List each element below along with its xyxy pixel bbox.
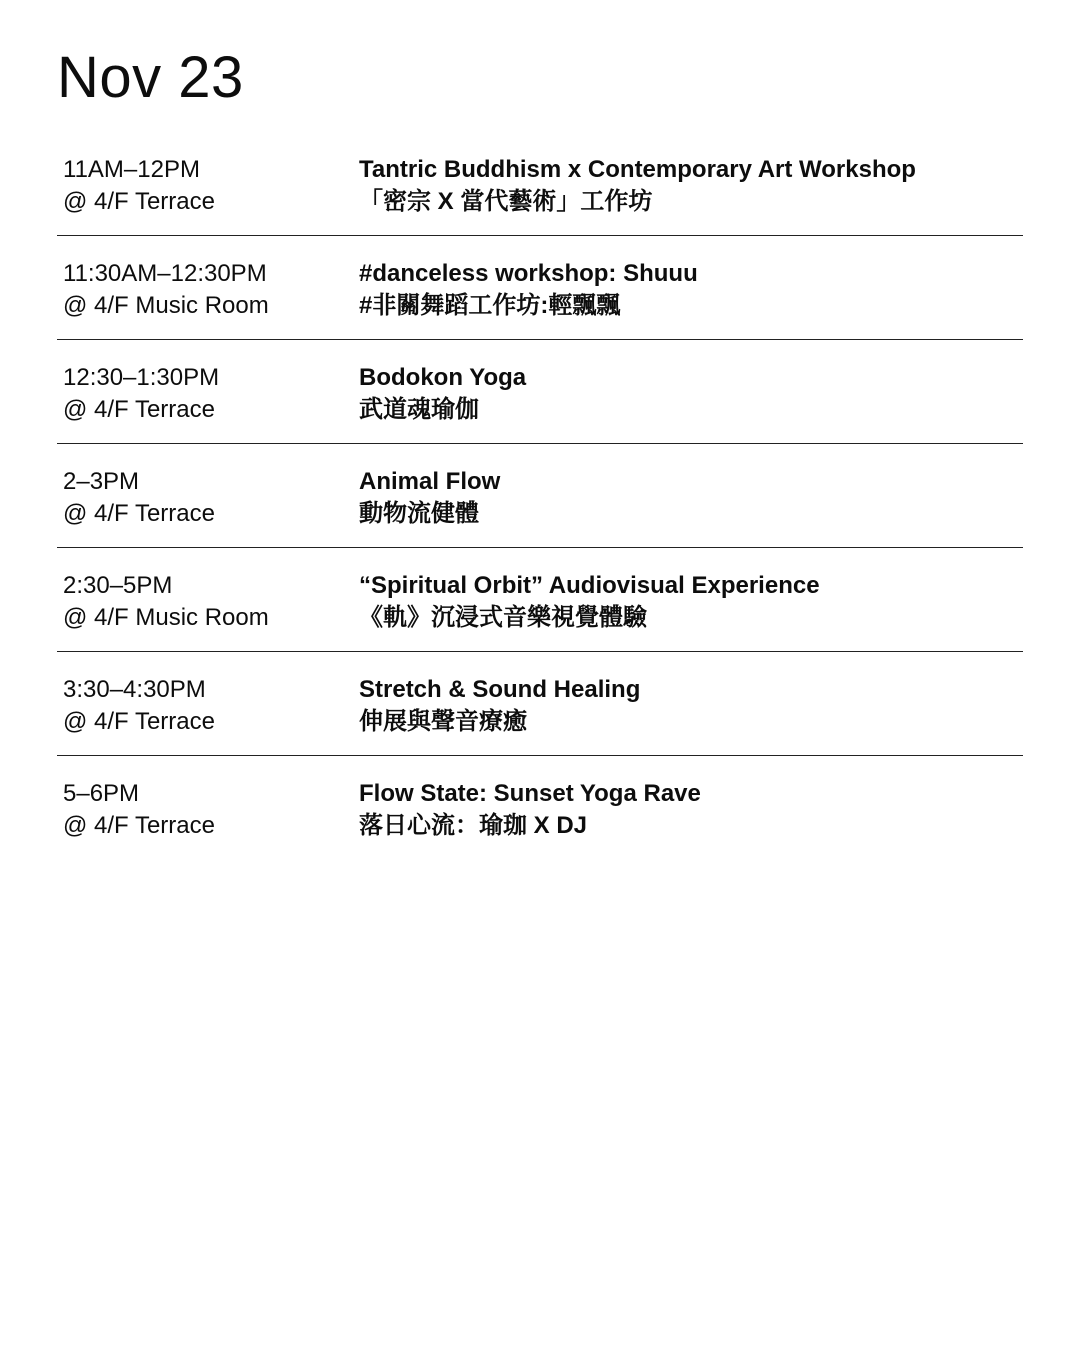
event-time: 11:30AM–12:30PM xyxy=(63,260,267,287)
event-title-cell xyxy=(359,466,1019,530)
event-time: 3:30–4:30PM xyxy=(63,676,206,703)
event-title-cell xyxy=(359,778,1019,842)
schedule-row xyxy=(57,236,1023,340)
time-venue-cell xyxy=(63,674,353,738)
schedule-row xyxy=(57,340,1023,444)
event-title-zh: #非關舞蹈工作坊:輕飄飄 xyxy=(359,292,621,319)
time-venue-cell xyxy=(63,258,353,322)
event-venue: @ 4/F Terrace xyxy=(63,708,215,735)
page-title: Nov 23 xyxy=(57,45,244,110)
event-title-en: Bodokon Yoga xyxy=(359,364,527,391)
time-venue-cell xyxy=(63,154,353,218)
schedule-row xyxy=(57,132,1023,236)
event-title-en: Animal Flow xyxy=(359,468,501,495)
event-title-cell xyxy=(359,362,1019,426)
event-title-zh: 《軌》沉浸式音樂視覺體驗 xyxy=(359,604,647,631)
time-venue-cell xyxy=(63,466,353,530)
event-venue: @ 4/F Terrace xyxy=(63,396,215,423)
event-venue: @ 4/F Terrace xyxy=(63,812,215,839)
event-title-zh: 伸展與聲音療癒 xyxy=(359,708,527,735)
event-title-cell xyxy=(359,154,1019,218)
event-title-en: #danceless workshop: Shuuu xyxy=(359,260,698,287)
event-title-cell xyxy=(359,674,1019,738)
event-venue: @ 4/F Music Room xyxy=(63,604,269,631)
event-time: 11AM–12PM xyxy=(63,156,200,183)
schedule-list xyxy=(57,132,1023,860)
event-title-zh: 落日心流：瑜珈 X DJ xyxy=(359,812,588,839)
time-venue-cell xyxy=(63,362,353,426)
event-title-zh: 武道魂瑜伽 xyxy=(359,396,479,423)
event-title-en: Flow State: Sunset Yoga Rave xyxy=(359,780,701,807)
event-time: 5–6PM xyxy=(63,780,140,807)
event-time: 2–3PM xyxy=(63,468,140,495)
event-title-cell xyxy=(359,258,1019,322)
schedule-row xyxy=(57,756,1023,860)
event-venue: @ 4/F Music Room xyxy=(63,292,269,319)
event-venue: @ 4/F Terrace xyxy=(63,500,215,527)
event-title-zh: 「密宗 X 當代藝術」工作坊 xyxy=(359,188,653,215)
event-title-en: “Spiritual Orbit” Audiovisual Experience xyxy=(359,572,820,599)
event-title-zh: 動物流健體 xyxy=(359,500,479,527)
event-title-en: Stretch & Sound Healing xyxy=(359,676,641,703)
schedule-row xyxy=(57,548,1023,652)
event-time: 2:30–5PM xyxy=(63,572,173,599)
time-venue-cell xyxy=(63,778,353,842)
schedule-row xyxy=(57,444,1023,548)
time-venue-cell xyxy=(63,570,353,634)
event-title-en: Tantric Buddhism x Contemporary Art Workshop xyxy=(359,156,916,183)
event-time: 12:30–1:30PM xyxy=(63,364,220,391)
event-title-cell xyxy=(359,570,1019,634)
event-venue: @ 4/F Terrace xyxy=(63,188,215,215)
schedule-row xyxy=(57,652,1023,756)
